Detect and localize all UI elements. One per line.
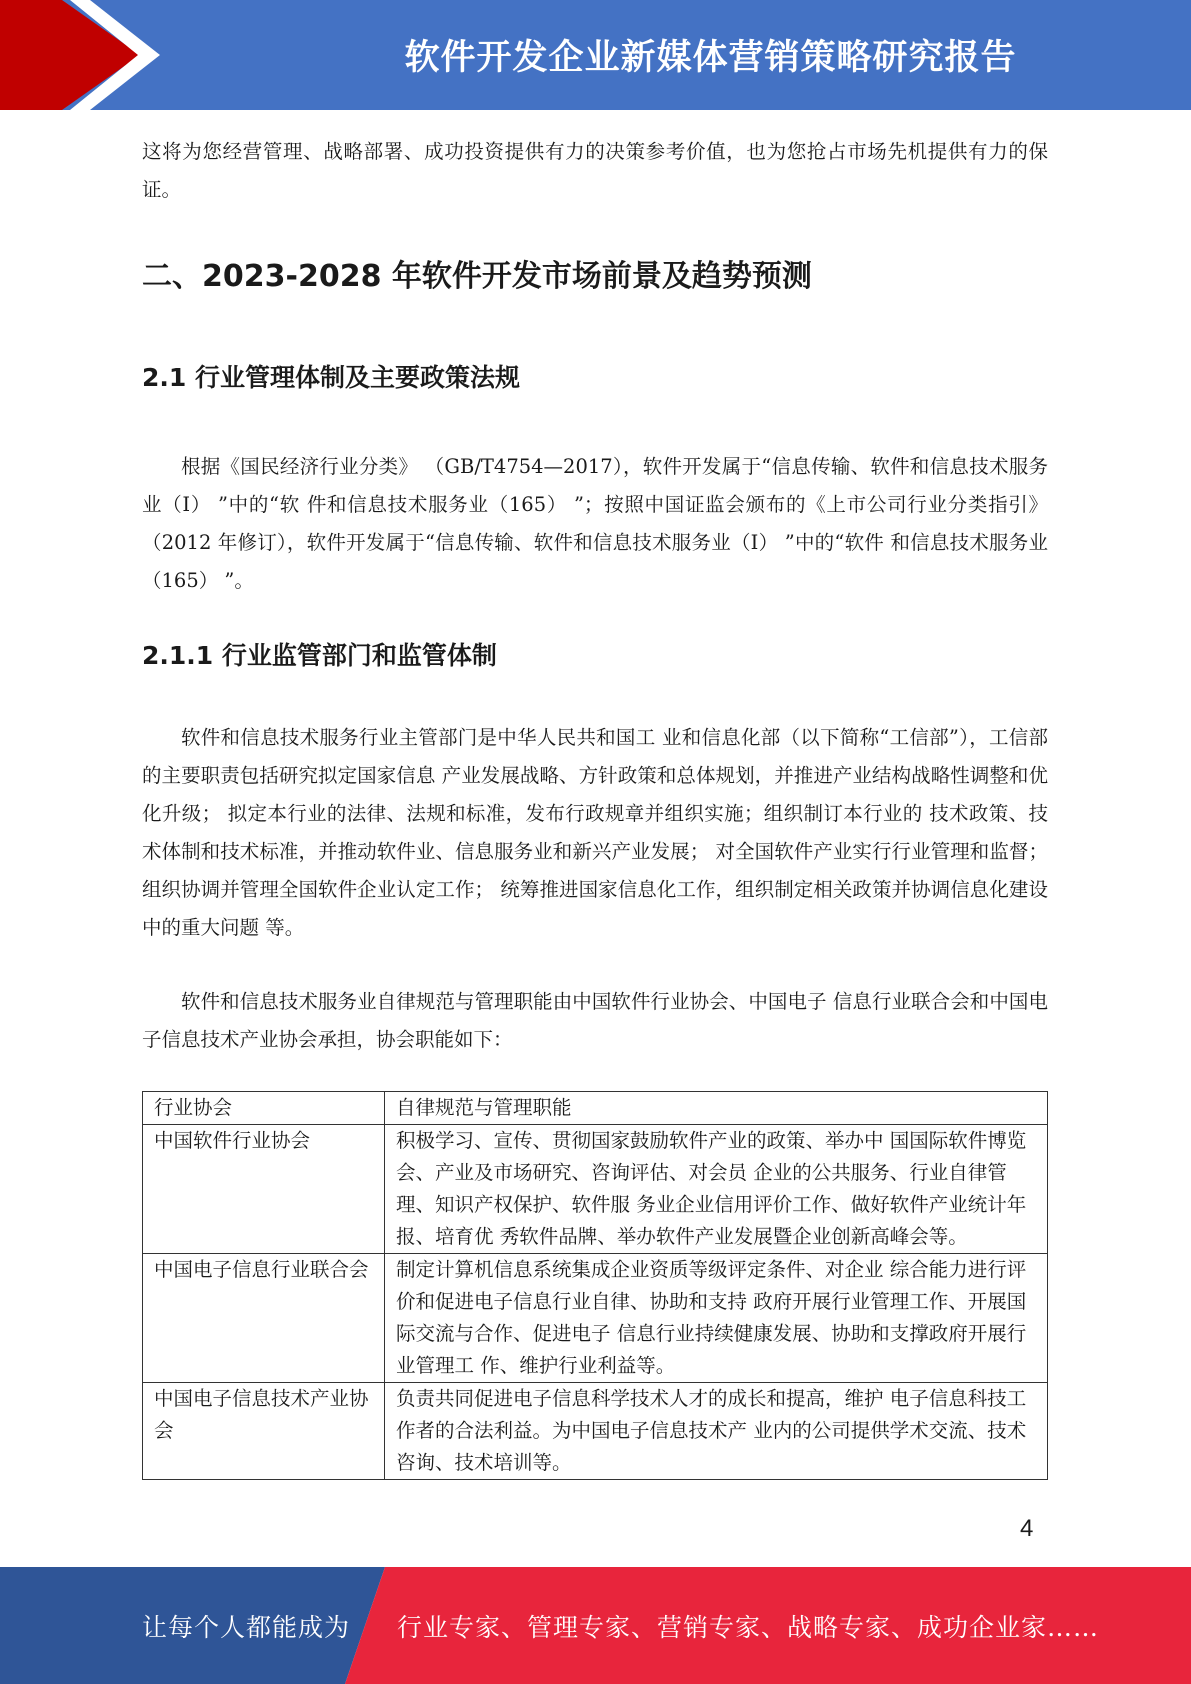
association-name: 中国电子信息行业联合会 (143, 1254, 385, 1383)
table-row (143, 1254, 1048, 1383)
section-2-1-1-paragraph-2: 软件和信息技术服务业自律规范与管理职能由中国软件行业协会、中国电子 信息行业联合会和中国电子信息技术产业协会承担，协会职能如下： (142, 990, 1048, 1051)
table-header-cell: 行业协会 (143, 1092, 385, 1125)
association-duties: 负责共同促进电子信息科学技术人才的成长和提高，维护 电子信息科技工作者的合法利益。为中国电子信息技术产 业内的公司提供学术交流、技术咨询、技术培训等。 (385, 1383, 1048, 1480)
header-arrow-graphic (0, 0, 260, 110)
section-2-1-1-paragraph-1: 软件和信息技术服务行业主管部门是中华人民共和国工 业和信息化部（以下简称“工信部”），工信部的主要职责包括研究拟定国家信息 产业发展战略、方针政策和总体规划，并推进产业结构战略性调整和优化升级； 拟定本行业的法律、法规和标准，发布行政规章并组织实施；组织制订本行业的 技术政策、技术体制和技术标准，并推动软件业、信息服务业和新兴产业发展； 对全国软件产业实行行业管理和监督；组织协调并管理全国软件企业认定工作； 统筹推进国家信息化工作，组织制定相关政策并协调信息化建设中的重大问题 等。 (142, 726, 1048, 939)
page-number: 4 (1020, 1515, 1034, 1542)
association-table (142, 1091, 1048, 1480)
association-name: 中国电子信息技术产业协会 (143, 1383, 385, 1480)
table-row (143, 1125, 1048, 1254)
intro-continuation: 这将为您经营管理、战略部署、成功投资提供有力的决策参考价值，也为您抢占市场先机提供有力的保证。 (142, 140, 1048, 201)
table-header-cell: 自律规范与管理职能 (385, 1092, 1048, 1125)
association-name: 中国软件行业协会 (143, 1125, 385, 1254)
footer-slogan-right: 行业专家、管理专家、营销专家、战略专家、成功企业家…… (397, 1612, 1100, 1642)
section-2-1-1-heading: 2.1.1 行业监管部门和监管体制 (142, 641, 497, 670)
footer-banner (0, 1567, 1191, 1684)
association-duties: 制定计算机信息系统集成企业资质等级评定条件、对企业 综合能力进行评价和促进电子信息行业自律、协助和支持 政府开展行业管理工作、开展国际交流与合作、促进电子 信息行业持续健康发展、协助和支撑政府开展行业管理工 作、维护行业利益等。 (385, 1254, 1048, 1383)
association-duties: 积极学习、宣传、贯彻国家鼓励软件产业的政策、举办中 国国际软件博览会、产业及市场研究、咨询评估、对会员 企业的公共服务、行业自律管理、知识产权保护、软件服 务业企业信用评价工作、做好软件产业统计年报、培育优 秀软件品牌、举办软件产业发展暨企业创新高峰会等。 (385, 1125, 1048, 1254)
section-2-heading: 二、2023-2028 年软件开发市场前景及趋势预测 (142, 259, 812, 294)
report-title: 软件开发企业新媒体营销策略研究报告 (404, 38, 1017, 78)
table-header-row (143, 1092, 1048, 1125)
footer-slogan-left: 让每个人都能成为 (142, 1612, 351, 1642)
table-row (143, 1383, 1048, 1480)
header-banner (0, 0, 1191, 110)
section-2-1-paragraph: 根据《国民经济行业分类》 （GB/T4754—2017），软件开发属于“信息传输、软件和信息技术服务业（I） ”中的“软 件和信息技术服务业（165） ”；按照中国证监会颁布的《上市公司行业分类指引》 （2012 年修订），软件开发属于“信息传输、软件和信息技术服务业（I） ”中的“软件 和信息技术服务业（165） ”。 (142, 455, 1048, 592)
section-2-1-heading: 2.1 行业管理体制及主要政策法规 (142, 363, 520, 392)
